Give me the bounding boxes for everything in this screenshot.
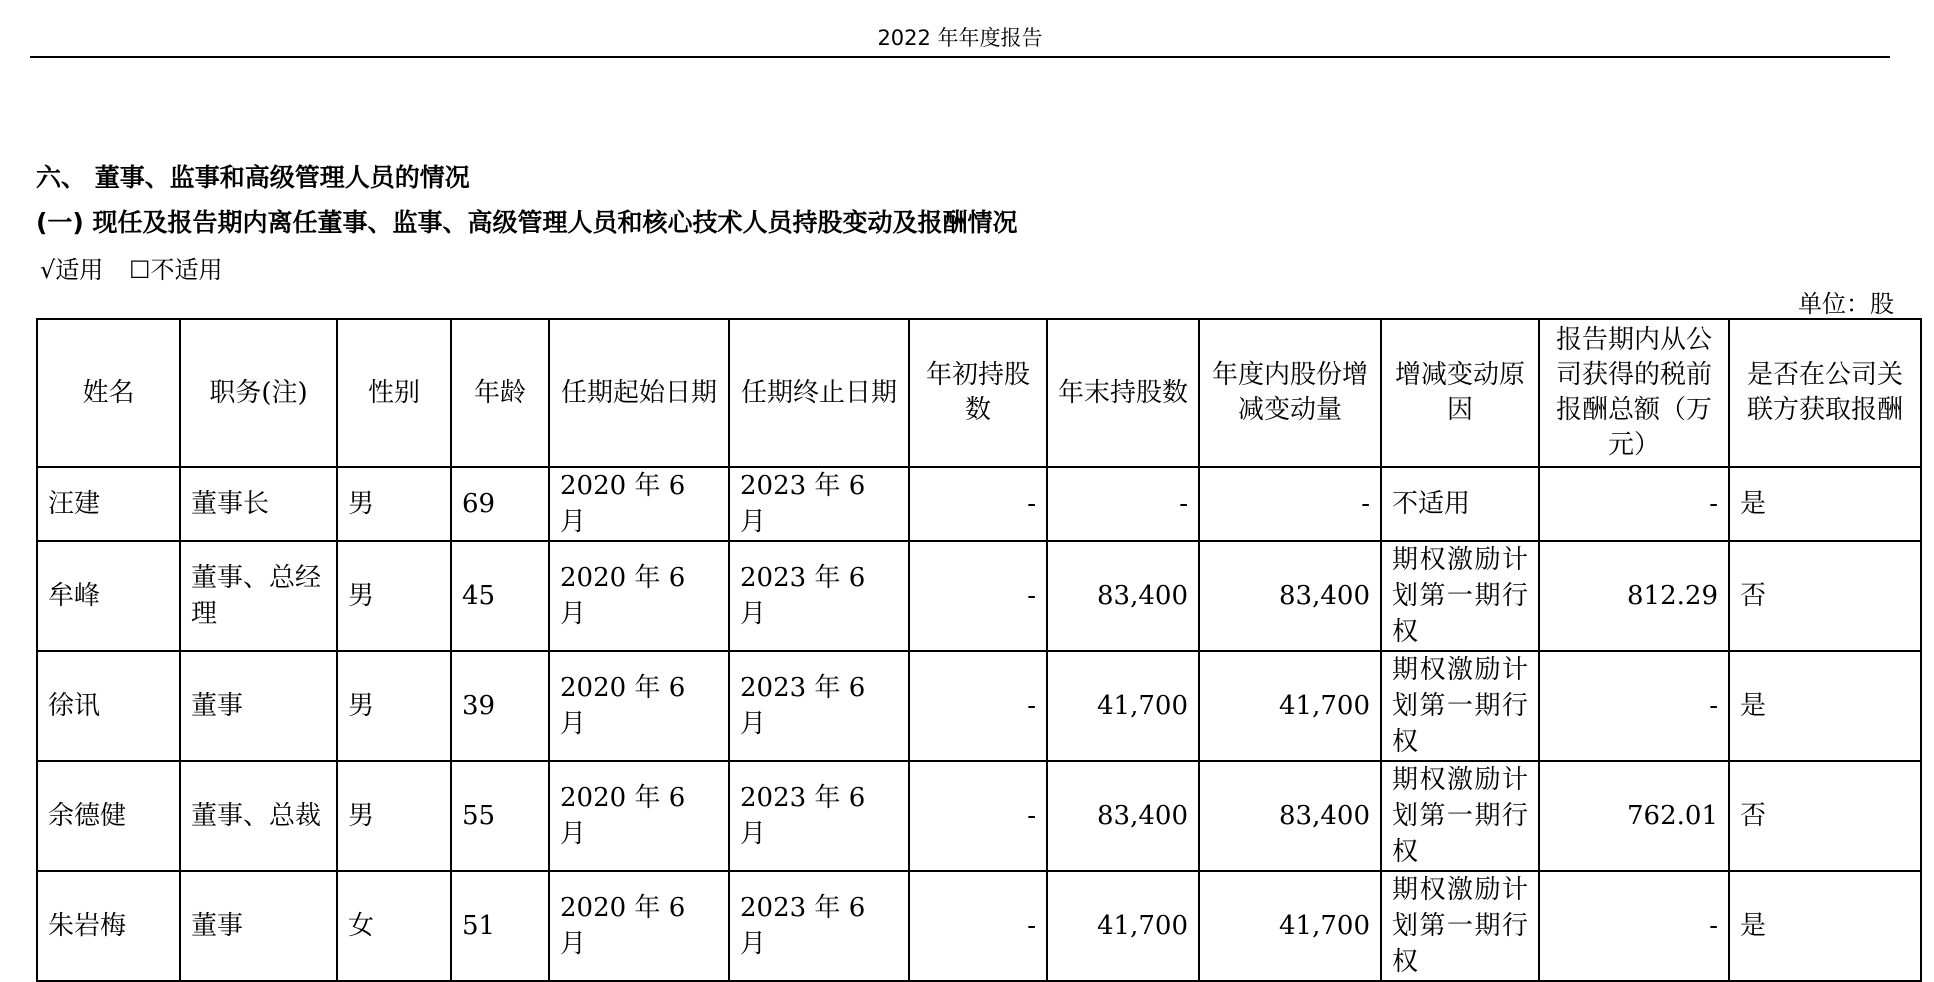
pay-cell: 762.01 — [1539, 761, 1729, 871]
share-change-cell: 41,700 — [1199, 871, 1381, 981]
end-shares-cell: - — [1047, 467, 1199, 541]
table-row — [37, 761, 1921, 871]
gender-cell: 男 — [337, 541, 451, 651]
gender-cell: 男 — [337, 467, 451, 541]
column-header: 年初持股数 — [909, 319, 1047, 467]
term-start-cell: 2020 年 6 月 — [549, 761, 729, 871]
name-cell: 朱岩梅 — [37, 871, 180, 981]
table-row — [37, 651, 1921, 761]
table-row — [37, 467, 1921, 541]
term-start-cell: 2020 年 6 月 — [549, 467, 729, 541]
term-start-cell: 2020 年 6 月 — [549, 651, 729, 761]
column-header: 任期起始日期 — [549, 319, 729, 467]
end-shares-cell: 83,400 — [1047, 761, 1199, 871]
age-cell: 39 — [451, 651, 549, 761]
term-end-cell: 2023 年 6 月 — [729, 761, 909, 871]
column-header: 姓名 — [37, 319, 180, 467]
pay-cell: 812.29 — [1539, 541, 1729, 651]
column-header: 职务(注) — [180, 319, 337, 467]
change-reason-cell: 期权激励计划第一期行权 — [1381, 871, 1539, 981]
applicable-option: √适用 — [40, 256, 104, 284]
name-cell: 余德健 — [37, 761, 180, 871]
age-cell: 55 — [451, 761, 549, 871]
gender-cell: 女 — [337, 871, 451, 981]
end-shares-cell: 41,700 — [1047, 871, 1199, 981]
term-start-cell: 2020 年 6 月 — [549, 541, 729, 651]
begin-shares-cell: - — [909, 761, 1047, 871]
share-change-cell: 83,400 — [1199, 541, 1381, 651]
related-pay-cell: 是 — [1729, 871, 1921, 981]
table-row — [37, 541, 1921, 651]
column-header: 年龄 — [451, 319, 549, 467]
unit-label: 单位：股 — [1798, 290, 1894, 318]
related-pay-cell: 是 — [1729, 467, 1921, 541]
title-cell: 董事 — [180, 651, 337, 761]
section-title: 六、 董事、监事和高级管理人员的情况 — [36, 163, 470, 192]
column-header: 年末持股数 — [1047, 319, 1199, 467]
change-reason-cell: 期权激励计划第一期行权 — [1381, 761, 1539, 871]
age-cell: 45 — [451, 541, 549, 651]
begin-shares-cell: - — [909, 467, 1047, 541]
gender-cell: 男 — [337, 761, 451, 871]
begin-shares-cell: - — [909, 651, 1047, 761]
related-pay-cell: 是 — [1729, 651, 1921, 761]
pay-cell: - — [1539, 467, 1729, 541]
term-end-cell: 2023 年 6 月 — [729, 467, 909, 541]
change-reason-cell: 期权激励计划第一期行权 — [1381, 651, 1539, 761]
table-header-row — [37, 319, 1921, 467]
title-cell: 董事 — [180, 871, 337, 981]
column-header: 报告期内从公司获得的税前报酬总额（万元） — [1539, 319, 1729, 467]
related-pay-cell: 否 — [1729, 761, 1921, 871]
page-header — [30, 18, 1890, 58]
shareholding-table — [36, 318, 1922, 982]
name-cell: 牟峰 — [37, 541, 180, 651]
column-header: 任期终止日期 — [729, 319, 909, 467]
share-change-cell: - — [1199, 467, 1381, 541]
column-header: 性别 — [337, 319, 451, 467]
end-shares-cell: 83,400 — [1047, 541, 1199, 651]
table-row — [37, 871, 1921, 981]
pay-cell: - — [1539, 651, 1729, 761]
column-header: 是否在公司关联方获取报酬 — [1729, 319, 1921, 467]
term-end-cell: 2023 年 6 月 — [729, 651, 909, 761]
change-reason-cell: 期权激励计划第一期行权 — [1381, 541, 1539, 651]
column-header: 增减变动原因 — [1381, 319, 1539, 467]
gender-cell: 男 — [337, 651, 451, 761]
name-cell: 徐讯 — [37, 651, 180, 761]
report-title: 2022 年年度报告 — [877, 26, 1043, 50]
not-applicable-option: ☐不适用 — [128, 256, 223, 284]
change-reason-cell: 不适用 — [1381, 467, 1539, 541]
term-end-cell: 2023 年 6 月 — [729, 871, 909, 981]
share-change-cell: 83,400 — [1199, 761, 1381, 871]
title-cell: 董事、总裁 — [180, 761, 337, 871]
title-cell: 董事长 — [180, 467, 337, 541]
term-end-cell: 2023 年 6 月 — [729, 541, 909, 651]
end-shares-cell: 41,700 — [1047, 651, 1199, 761]
share-change-cell: 41,700 — [1199, 651, 1381, 761]
applicability-options — [40, 250, 240, 285]
begin-shares-cell: - — [909, 871, 1047, 981]
title-cell: 董事、总经理 — [180, 541, 337, 651]
pay-cell: - — [1539, 871, 1729, 981]
column-header: 年度内股份增减变动量 — [1199, 319, 1381, 467]
age-cell: 51 — [451, 871, 549, 981]
term-start-cell: 2020 年 6 月 — [549, 871, 729, 981]
name-cell: 汪建 — [37, 467, 180, 541]
subsection-title: (一) 现任及报告期内离任董事、监事、高级管理人员和核心技术人员持股变动及报酬情况 — [36, 208, 1018, 237]
begin-shares-cell: - — [909, 541, 1047, 651]
age-cell: 69 — [451, 467, 549, 541]
related-pay-cell: 否 — [1729, 541, 1921, 651]
